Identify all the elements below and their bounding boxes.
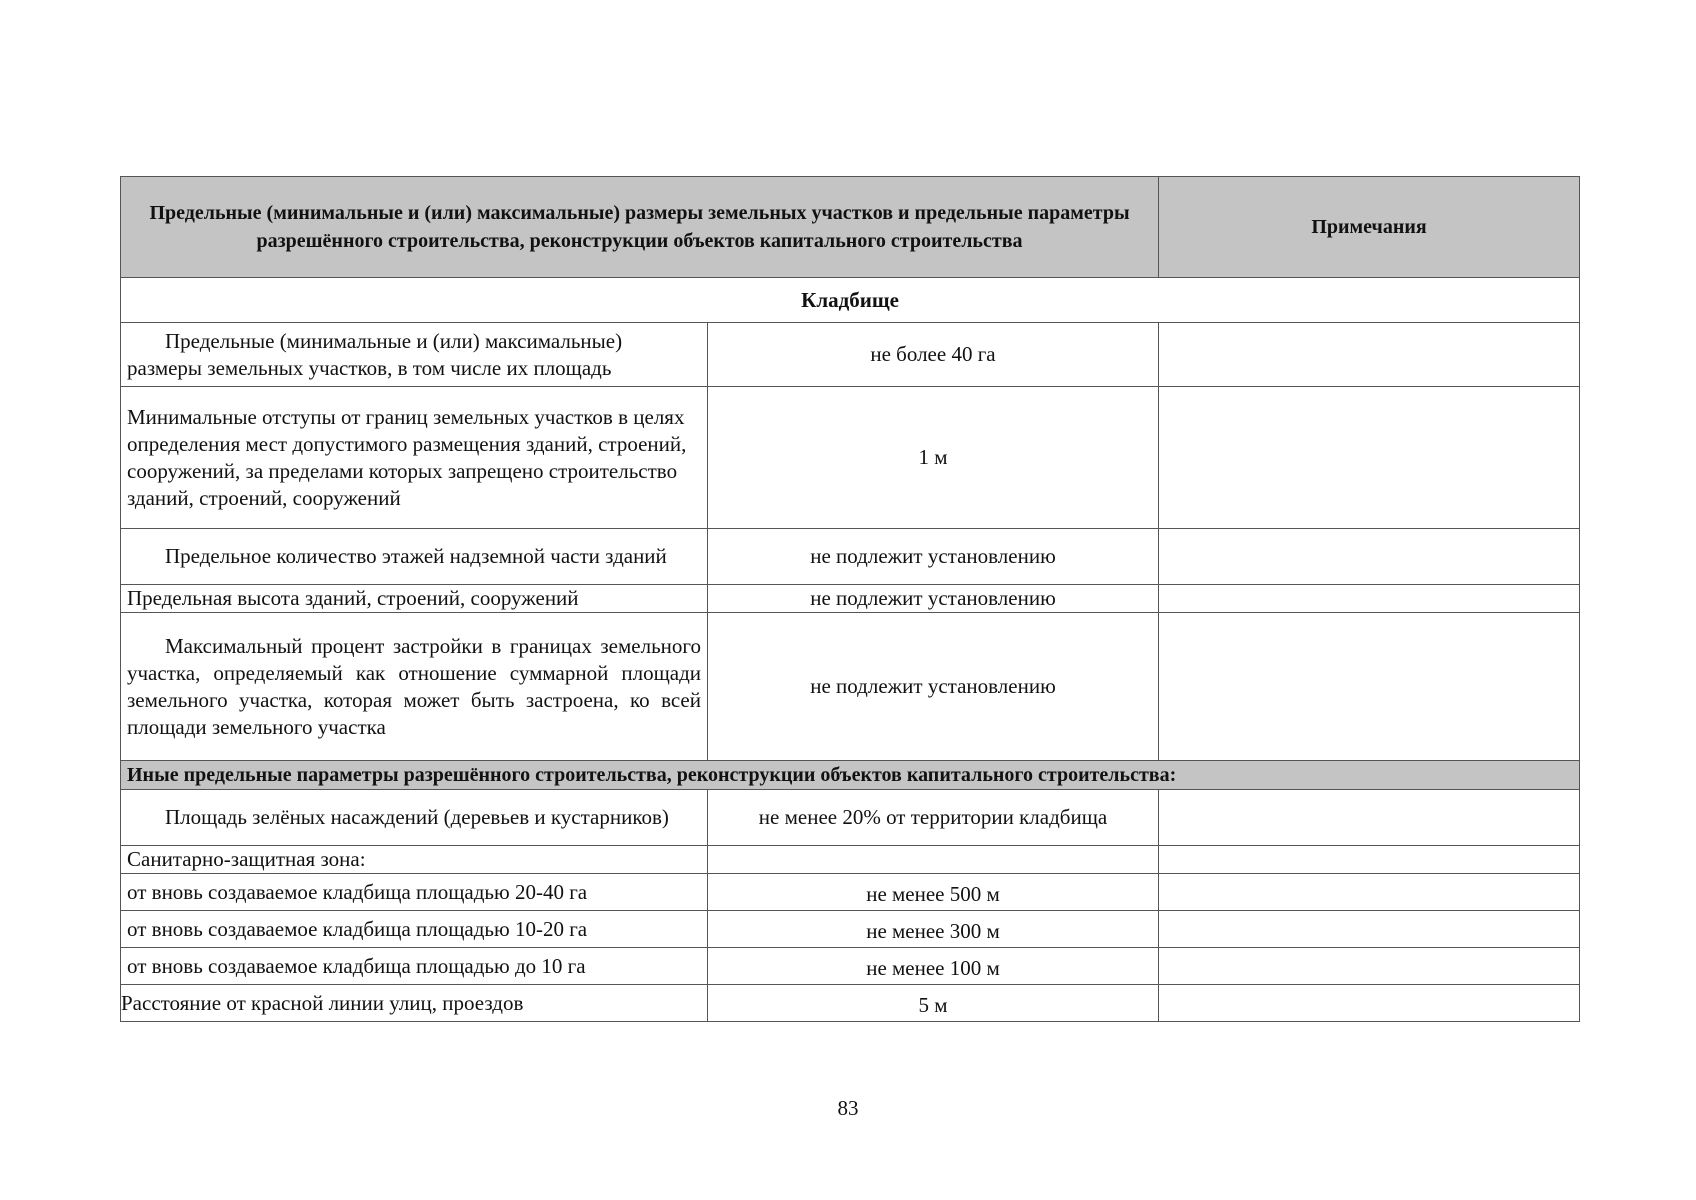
other-params-header: Иные предельные параметры разрешённого строительства, реконструкции объектов капитального строительства: xyxy=(121,761,1580,790)
row-label: Минимальные отступы от границ земельных участков в целях определения мест допустимого размещения зданий, строений, сооружений, за пределами которых запрещено строительство зданий, строений, сооружений xyxy=(121,387,708,529)
row-note xyxy=(1159,323,1580,387)
row-note xyxy=(1159,911,1580,948)
table-header-row xyxy=(121,177,1580,278)
row-note xyxy=(1159,985,1580,1022)
parameters-table xyxy=(120,176,1580,1022)
row-label: от вновь создаваемое кладбища площадью до 10 га xyxy=(121,948,708,985)
row-note xyxy=(1159,585,1580,613)
row-note xyxy=(1159,387,1580,529)
other-params-header-row xyxy=(121,761,1580,790)
row-note xyxy=(1159,874,1580,911)
row-value: не менее 300 м xyxy=(708,911,1159,948)
table-row xyxy=(121,948,1580,985)
row-value: не более 40 га xyxy=(708,323,1159,387)
table-row xyxy=(121,387,1580,529)
row-note xyxy=(1159,948,1580,985)
row-note xyxy=(1159,613,1580,761)
table-row xyxy=(121,985,1580,1022)
row-label: Расстояние от красной линии улиц, проездов xyxy=(121,985,708,1022)
row-label: Санитарно-защитная зона: xyxy=(121,846,708,874)
table-row xyxy=(121,911,1580,948)
section-row xyxy=(121,278,1580,323)
table-row xyxy=(121,529,1580,585)
row-note xyxy=(1159,529,1580,585)
row-value: не менее 20% от территории кладбища xyxy=(708,790,1159,846)
row-label: Площадь зелёных насаждений (деревьев и кустарников) xyxy=(121,790,708,846)
row-value xyxy=(708,846,1159,874)
section-title: Кладбище xyxy=(121,278,1580,323)
row-value: 5 м xyxy=(708,985,1159,1022)
row-label: Предельное количество этажей надземной части зданий xyxy=(121,529,708,585)
row-value: 1 м xyxy=(708,387,1159,529)
page-number: 83 xyxy=(837,1096,859,1120)
row-label: Максимальный процент застройки в границах земельного участка, определяемый как отношение суммарной площади земельного участка, которая может быть застроена, ко всей площади земельного участка xyxy=(121,613,708,761)
row-value: не менее 500 м xyxy=(708,874,1159,911)
table-row xyxy=(121,846,1580,874)
row-label: от вновь создаваемое кладбища площадью 20-40 га xyxy=(121,874,708,911)
table-row xyxy=(121,790,1580,846)
row-note xyxy=(1159,846,1580,874)
row-label: Предельная высота зданий, строений, сооружений xyxy=(121,585,708,613)
header-notes: Примечания xyxy=(1159,177,1580,278)
header-parameters: Предельные (минимальные и (или) максимальные) размеры земельных участков и предельные параметры разрешённого строительства, реконструкции объектов капитального строительства xyxy=(121,177,1159,278)
row-value: не подлежит установлению xyxy=(708,585,1159,613)
table-row xyxy=(121,613,1580,761)
row-value: не менее 100 м xyxy=(708,948,1159,985)
table-row xyxy=(121,874,1580,911)
row-note xyxy=(1159,790,1580,846)
row-label: от вновь создаваемое кладбища площадью 10-20 га xyxy=(121,911,708,948)
row-value: не подлежит установлению xyxy=(708,613,1159,761)
row-value: не подлежит установлению xyxy=(708,529,1159,585)
row-label: Предельные (минимальные и (или) максимальные) размеры земельных участков, в том числе их площадь xyxy=(121,323,708,387)
table-row xyxy=(121,585,1580,613)
table-row xyxy=(121,323,1580,387)
